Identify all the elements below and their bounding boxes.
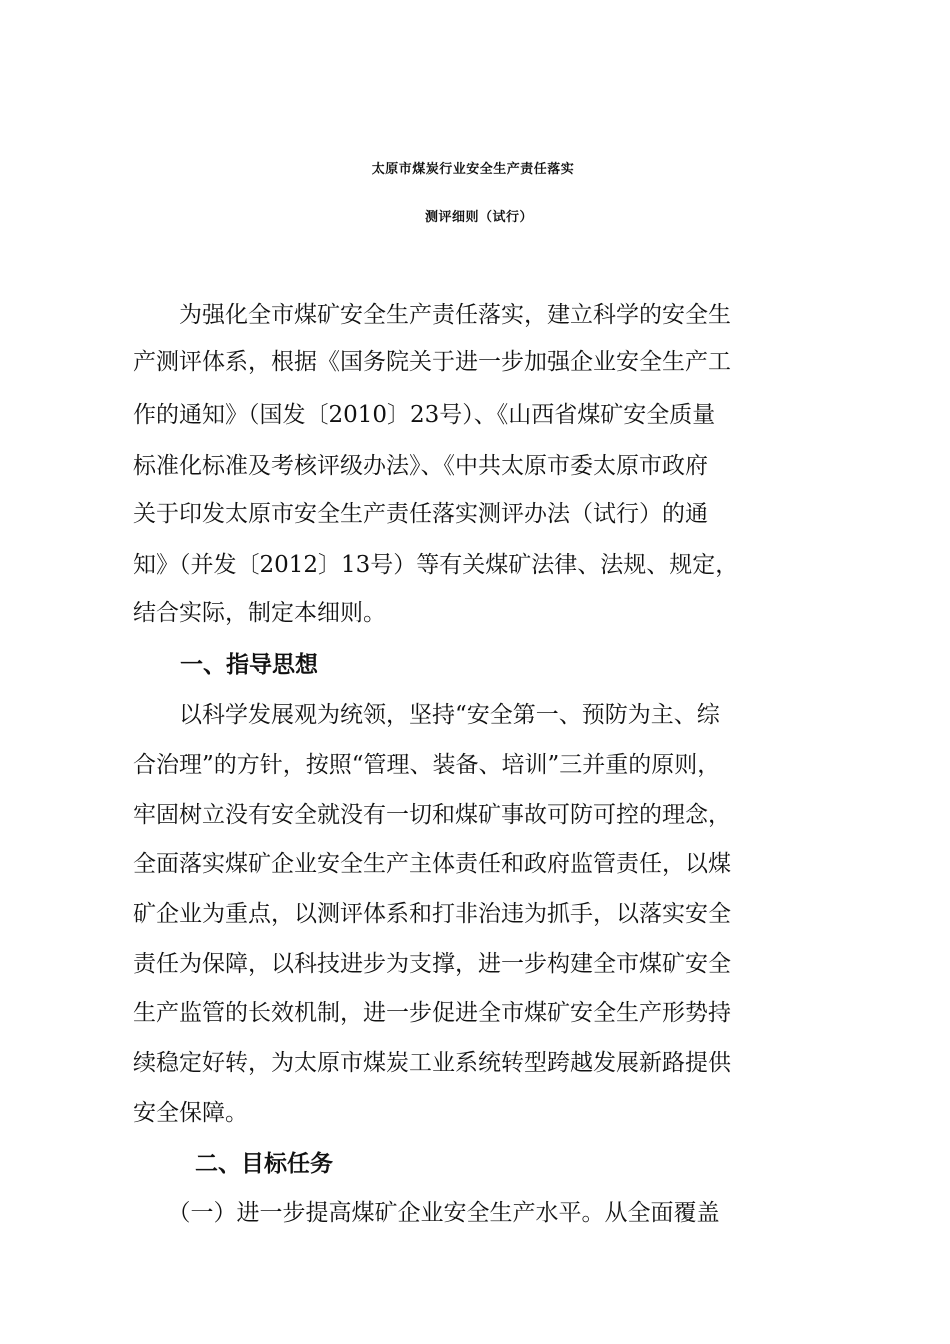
section2-paragraph-line: （一）进一步提高煤矿企业安全生产水平。从全面覆盖 (133, 1200, 720, 1226)
section1-paragraph-line: 安全保障。 (133, 1100, 248, 1126)
intro-paragraph-line: 关于印发太原市安全生产责任落实测评办法（试行）的通 (133, 501, 708, 527)
document-title-line-2: 测评细则（试行） (424, 210, 533, 225)
intro-paragraph-line: 为强化全市煤矿安全生产责任落实，建立科学的安全生 (133, 302, 731, 328)
section1-paragraph-line: 以科学发展观为统领，坚持“安全第一、预防为主、综 (133, 702, 720, 728)
section-heading-targets-tasks: 二、目标任务 (195, 1151, 333, 1177)
section-heading-guiding-ideology: 一、指导思想 (180, 652, 318, 678)
section1-paragraph-line: 合治理”的方针，按照“管理、装备、培训”三并重的原则， (133, 752, 721, 778)
intro-paragraph-line: 结合实际，制定本细则。 (133, 600, 386, 626)
intro-paragraph-line: 作的通知》（国发〔2010〕23号）、《山西省煤矿安全质量 (133, 402, 716, 428)
section1-paragraph-line: 责任为保障，以科技进步为支撑，进一步构建全市煤矿安全 (133, 951, 731, 977)
section1-paragraph-line: 矿企业为重点，以测评体系和打非治违为抓手，以落实安全 (133, 901, 731, 927)
section1-paragraph-line: 续稳定好转，为太原市煤炭工业系统转型跨越发展新路提供 (133, 1050, 731, 1076)
section1-paragraph-line: 牢固树立没有安全就没有一切和煤矿事故可防可控的理念， (133, 802, 731, 828)
section1-paragraph-line: 生产监管的长效机制，进一步促进全市煤矿安全生产形势持 (133, 1000, 731, 1026)
document-title-line-1: 太原市煤炭行业安全生产责任落实 (371, 162, 575, 177)
section1-paragraph-line: 全面落实煤矿企业安全生产主体责任和政府监管责任，以煤 (133, 851, 731, 877)
intro-paragraph-line: 产测评体系，根据《国务院关于进一步加强企业安全生产工 (133, 349, 731, 375)
intro-paragraph-line: 标准化标准及考核评级办法》、《中共太原市委太原市政府 (133, 453, 708, 479)
intro-paragraph-line: 知》（并发〔2012〕13号）等有关煤矿法律、法规、规定， (133, 552, 739, 578)
